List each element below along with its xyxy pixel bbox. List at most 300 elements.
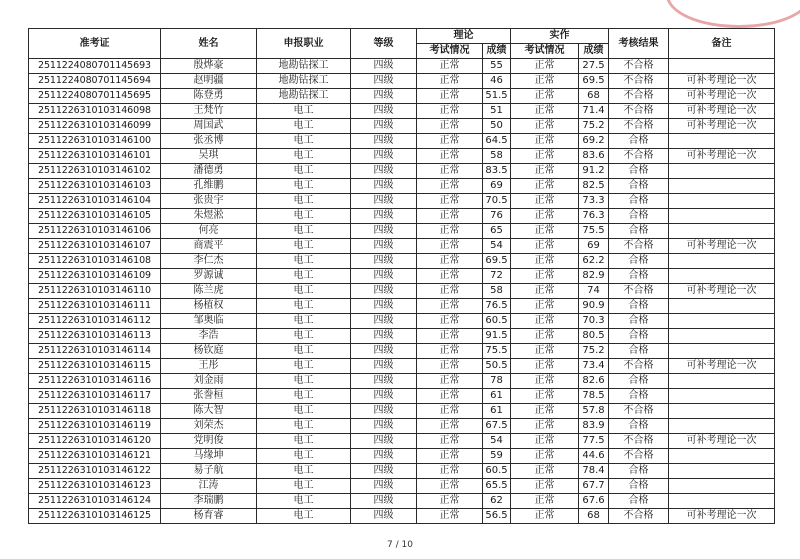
occupation-cell: 电工 [257, 299, 351, 314]
candidate-name-cell: 殷烨豪 [161, 59, 257, 74]
candidate-name-cell: 吴琪 [161, 149, 257, 164]
practice-status-cell: 正常 [511, 59, 579, 74]
practice-score-cell: 62.2 [579, 254, 609, 269]
level-cell: 四级 [351, 374, 417, 389]
result-cell: 合格 [609, 134, 669, 149]
theory-status-cell: 正常 [417, 389, 483, 404]
red-seal-stamp [666, 0, 800, 28]
theory-score-cell: 55 [483, 59, 511, 74]
occupation-cell: 电工 [257, 434, 351, 449]
occupation-cell: 地勘钻探工 [257, 74, 351, 89]
theory-score-cell: 64.5 [483, 134, 511, 149]
occupation-cell: 电工 [257, 164, 351, 179]
candidate-name-cell: 陈兰虎 [161, 284, 257, 299]
level-cell: 四级 [351, 89, 417, 104]
theory-status-cell: 正常 [417, 74, 483, 89]
remark-cell [669, 224, 775, 239]
candidate-name-cell: 王彤 [161, 359, 257, 374]
occupation-cell: 电工 [257, 119, 351, 134]
theory-status-cell: 正常 [417, 344, 483, 359]
table-row [29, 359, 775, 374]
level-cell: 四级 [351, 449, 417, 464]
candidate-name-cell: 杨钦庭 [161, 344, 257, 359]
practice-score-cell: 75.5 [579, 224, 609, 239]
occupation-cell: 电工 [257, 374, 351, 389]
candidate-name-cell: 李瑞鹏 [161, 494, 257, 509]
result-cell: 合格 [609, 314, 669, 329]
result-cell: 合格 [609, 419, 669, 434]
ticket-number-cell: 2511224080701145695 [29, 89, 161, 104]
ticket-number-cell: 2511226310103146117 [29, 389, 161, 404]
practice-status-cell: 正常 [511, 149, 579, 164]
occupation-cell: 电工 [257, 284, 351, 299]
level-cell: 四级 [351, 104, 417, 119]
practice-score-cell: 76.3 [579, 209, 609, 224]
occupation-cell: 电工 [257, 194, 351, 209]
practice-status-cell: 正常 [511, 104, 579, 119]
candidate-name-cell: 刘金雨 [161, 374, 257, 389]
occupation-cell: 电工 [257, 104, 351, 119]
practice-status-cell: 正常 [511, 359, 579, 374]
practice-score-cell: 82.5 [579, 179, 609, 194]
ticket-number-cell: 2511226310103146125 [29, 509, 161, 524]
theory-status-cell: 正常 [417, 59, 483, 74]
practice-status-cell: 正常 [511, 239, 579, 254]
candidate-name-cell: 马缘坤 [161, 449, 257, 464]
theory-score-cell: 65.5 [483, 479, 511, 494]
header-practice: 实作 [511, 29, 609, 44]
theory-score-cell: 54 [483, 434, 511, 449]
ticket-number-cell: 2511226310103146106 [29, 224, 161, 239]
practice-status-cell: 正常 [511, 374, 579, 389]
theory-status-cell: 正常 [417, 464, 483, 479]
remark-cell [669, 479, 775, 494]
theory-score-cell: 59 [483, 449, 511, 464]
theory-status-cell: 正常 [417, 239, 483, 254]
practice-score-cell: 68 [579, 509, 609, 524]
remark-cell: 可补考理论一次 [669, 104, 775, 119]
table-row [29, 419, 775, 434]
theory-status-cell: 正常 [417, 359, 483, 374]
practice-score-cell: 67.7 [579, 479, 609, 494]
result-cell: 不合格 [609, 59, 669, 74]
theory-score-cell: 61 [483, 404, 511, 419]
theory-status-cell: 正常 [417, 419, 483, 434]
remark-cell [669, 329, 775, 344]
remark-cell [669, 449, 775, 464]
theory-score-cell: 54 [483, 239, 511, 254]
result-cell: 不合格 [609, 284, 669, 299]
level-cell: 四级 [351, 164, 417, 179]
practice-score-cell: 70.3 [579, 314, 609, 329]
theory-status-cell: 正常 [417, 89, 483, 104]
theory-score-cell: 70.5 [483, 194, 511, 209]
result-cell: 不合格 [609, 449, 669, 464]
remark-cell: 可补考理论一次 [669, 359, 775, 374]
candidate-name-cell: 刘荣杰 [161, 419, 257, 434]
table-row [29, 89, 775, 104]
theory-score-cell: 51 [483, 104, 511, 119]
theory-score-cell: 50 [483, 119, 511, 134]
result-cell: 合格 [609, 254, 669, 269]
practice-status-cell: 正常 [511, 119, 579, 134]
practice-status-cell: 正常 [511, 434, 579, 449]
ticket-number-cell: 2511226310103146119 [29, 419, 161, 434]
table-row [29, 119, 775, 134]
level-cell: 四级 [351, 134, 417, 149]
theory-score-cell: 83.5 [483, 164, 511, 179]
theory-status-cell: 正常 [417, 299, 483, 314]
result-cell: 不合格 [609, 239, 669, 254]
remark-cell [669, 494, 775, 509]
result-cell: 不合格 [609, 119, 669, 134]
occupation-cell: 电工 [257, 464, 351, 479]
candidate-name-cell: 邹奥临 [161, 314, 257, 329]
practice-score-cell: 73.4 [579, 359, 609, 374]
remark-cell: 可补考理论一次 [669, 284, 775, 299]
theory-status-cell: 正常 [417, 149, 483, 164]
table-row [29, 299, 775, 314]
theory-status-cell: 正常 [417, 434, 483, 449]
result-cell: 不合格 [609, 89, 669, 104]
occupation-cell: 电工 [257, 254, 351, 269]
occupation-cell: 电工 [257, 494, 351, 509]
header-result: 考核结果 [609, 29, 669, 59]
practice-status-cell: 正常 [511, 209, 579, 224]
practice-score-cell: 78.5 [579, 389, 609, 404]
practice-score-cell: 77.5 [579, 434, 609, 449]
page-number: 7 / 10 [387, 540, 413, 550]
practice-score-cell: 57.8 [579, 404, 609, 419]
candidate-name-cell: 何亮 [161, 224, 257, 239]
theory-score-cell: 56.5 [483, 509, 511, 524]
occupation-cell: 电工 [257, 209, 351, 224]
theory-score-cell: 67.5 [483, 419, 511, 434]
practice-score-cell: 69.5 [579, 74, 609, 89]
theory-status-cell: 正常 [417, 254, 483, 269]
ticket-number-cell: 2511226310103146121 [29, 449, 161, 464]
ticket-number-cell: 2511226310103146104 [29, 194, 161, 209]
occupation-cell: 电工 [257, 314, 351, 329]
ticket-number-cell: 2511226310103146115 [29, 359, 161, 374]
candidate-name-cell: 李仁杰 [161, 254, 257, 269]
table-row [29, 179, 775, 194]
candidate-name-cell: 潘德勇 [161, 164, 257, 179]
ticket-number-cell: 2511224080701145693 [29, 59, 161, 74]
ticket-number-cell: 2511226310103146114 [29, 344, 161, 359]
level-cell: 四级 [351, 404, 417, 419]
result-cell: 合格 [609, 329, 669, 344]
result-cell: 合格 [609, 299, 669, 314]
practice-status-cell: 正常 [511, 224, 579, 239]
candidate-name-cell: 孔维鹏 [161, 179, 257, 194]
table-row [29, 239, 775, 254]
header-practice-score: 成绩 [579, 44, 609, 59]
practice-score-cell: 83.9 [579, 419, 609, 434]
result-cell: 不合格 [609, 434, 669, 449]
theory-score-cell: 76.5 [483, 299, 511, 314]
header-level: 等级 [351, 29, 417, 59]
level-cell: 四级 [351, 74, 417, 89]
level-cell: 四级 [351, 329, 417, 344]
practice-score-cell: 67.6 [579, 494, 609, 509]
remark-cell [669, 404, 775, 419]
ticket-number-cell: 2511226310103146100 [29, 134, 161, 149]
header-remark: 备注 [669, 29, 775, 59]
header-theory-score: 成绩 [483, 44, 511, 59]
occupation-cell: 电工 [257, 509, 351, 524]
table-row [29, 374, 775, 389]
level-cell: 四级 [351, 494, 417, 509]
level-cell: 四级 [351, 254, 417, 269]
header-row-top [29, 29, 775, 44]
candidate-name-cell: 李浩 [161, 329, 257, 344]
ticket-number-cell: 2511226310103146111 [29, 299, 161, 314]
remark-cell [669, 374, 775, 389]
practice-score-cell: 74 [579, 284, 609, 299]
theory-status-cell: 正常 [417, 284, 483, 299]
result-cell: 合格 [609, 209, 669, 224]
result-cell: 不合格 [609, 104, 669, 119]
candidate-name-cell: 杨育睿 [161, 509, 257, 524]
remark-cell: 可补考理论一次 [669, 239, 775, 254]
practice-status-cell: 正常 [511, 299, 579, 314]
practice-score-cell: 83.6 [579, 149, 609, 164]
occupation-cell: 电工 [257, 149, 351, 164]
candidate-name-cell: 陈大智 [161, 404, 257, 419]
occupation-cell: 电工 [257, 224, 351, 239]
result-cell: 合格 [609, 389, 669, 404]
practice-status-cell: 正常 [511, 419, 579, 434]
ticket-number-cell: 2511226310103146124 [29, 494, 161, 509]
candidate-name-cell: 周国武 [161, 119, 257, 134]
occupation-cell: 电工 [257, 389, 351, 404]
practice-status-cell: 正常 [511, 389, 579, 404]
remark-cell: 可补考理论一次 [669, 89, 775, 104]
level-cell: 四级 [351, 359, 417, 374]
table-body [29, 59, 775, 524]
theory-score-cell: 58 [483, 284, 511, 299]
practice-status-cell: 正常 [511, 89, 579, 104]
candidate-name-cell: 党明俊 [161, 434, 257, 449]
remark-cell [669, 299, 775, 314]
practice-score-cell: 80.5 [579, 329, 609, 344]
table-row [29, 59, 775, 74]
ticket-number-cell: 2511226310103146105 [29, 209, 161, 224]
occupation-cell: 地勘钻探工 [257, 89, 351, 104]
level-cell: 四级 [351, 479, 417, 494]
level-cell: 四级 [351, 59, 417, 74]
table-row [29, 224, 775, 239]
theory-status-cell: 正常 [417, 449, 483, 464]
theory-status-cell: 正常 [417, 179, 483, 194]
remark-cell: 可补考理论一次 [669, 434, 775, 449]
remark-cell [669, 389, 775, 404]
result-cell: 合格 [609, 464, 669, 479]
remark-cell [669, 59, 775, 74]
table-row [29, 314, 775, 329]
theory-score-cell: 69.5 [483, 254, 511, 269]
practice-score-cell: 78.4 [579, 464, 609, 479]
theory-score-cell: 72 [483, 269, 511, 284]
theory-status-cell: 正常 [417, 404, 483, 419]
remark-cell [669, 194, 775, 209]
table-row [29, 284, 775, 299]
remark-cell: 可补考理论一次 [669, 74, 775, 89]
remark-cell [669, 464, 775, 479]
theory-score-cell: 65 [483, 224, 511, 239]
occupation-cell: 电工 [257, 479, 351, 494]
candidate-name-cell: 朱煜淞 [161, 209, 257, 224]
candidate-name-cell: 罗源诚 [161, 269, 257, 284]
remark-cell [669, 344, 775, 359]
occupation-cell: 电工 [257, 269, 351, 284]
ticket-number-cell: 2511226310103146109 [29, 269, 161, 284]
practice-status-cell: 正常 [511, 449, 579, 464]
header-ticket: 准考证 [29, 29, 161, 59]
level-cell: 四级 [351, 344, 417, 359]
remark-cell [669, 164, 775, 179]
remark-cell: 可补考理论一次 [669, 119, 775, 134]
practice-status-cell: 正常 [511, 404, 579, 419]
theory-score-cell: 58 [483, 149, 511, 164]
practice-status-cell: 正常 [511, 164, 579, 179]
level-cell: 四级 [351, 149, 417, 164]
practice-status-cell: 正常 [511, 479, 579, 494]
practice-status-cell: 正常 [511, 179, 579, 194]
result-cell: 合格 [609, 269, 669, 284]
theory-score-cell: 69 [483, 179, 511, 194]
level-cell: 四级 [351, 419, 417, 434]
theory-status-cell: 正常 [417, 374, 483, 389]
table-row [29, 254, 775, 269]
practice-status-cell: 正常 [511, 269, 579, 284]
ticket-number-cell: 2511226310103146103 [29, 179, 161, 194]
theory-score-cell: 46 [483, 74, 511, 89]
practice-status-cell: 正常 [511, 464, 579, 479]
table-row [29, 449, 775, 464]
theory-status-cell: 正常 [417, 164, 483, 179]
level-cell: 四级 [351, 509, 417, 524]
table-row [29, 344, 775, 359]
practice-status-cell: 正常 [511, 494, 579, 509]
result-cell: 不合格 [609, 74, 669, 89]
theory-score-cell: 50.5 [483, 359, 511, 374]
level-cell: 四级 [351, 194, 417, 209]
theory-status-cell: 正常 [417, 479, 483, 494]
table-row [29, 494, 775, 509]
theory-score-cell: 78 [483, 374, 511, 389]
theory-status-cell: 正常 [417, 329, 483, 344]
theory-status-cell: 正常 [417, 209, 483, 224]
table-row [29, 209, 775, 224]
remark-cell [669, 419, 775, 434]
result-cell: 合格 [609, 164, 669, 179]
table-row [29, 164, 775, 179]
table-row [29, 329, 775, 344]
occupation-cell: 电工 [257, 344, 351, 359]
remark-cell: 可补考理论一次 [669, 149, 775, 164]
theory-score-cell: 76 [483, 209, 511, 224]
occupation-cell: 电工 [257, 134, 351, 149]
practice-status-cell: 正常 [511, 254, 579, 269]
occupation-cell: 电工 [257, 239, 351, 254]
result-cell: 合格 [609, 344, 669, 359]
occupation-cell: 电工 [257, 179, 351, 194]
practice-score-cell: 82.6 [579, 374, 609, 389]
theory-status-cell: 正常 [417, 509, 483, 524]
table-row [29, 389, 775, 404]
result-cell: 不合格 [609, 509, 669, 524]
practice-score-cell: 82.9 [579, 269, 609, 284]
practice-status-cell: 正常 [511, 344, 579, 359]
candidate-name-cell: 杨植权 [161, 299, 257, 314]
practice-status-cell: 正常 [511, 329, 579, 344]
occupation-cell: 电工 [257, 449, 351, 464]
theory-status-cell: 正常 [417, 119, 483, 134]
table-row [29, 509, 775, 524]
practice-score-cell: 69 [579, 239, 609, 254]
ticket-number-cell: 2511226310103146108 [29, 254, 161, 269]
ticket-number-cell: 2511226310103146116 [29, 374, 161, 389]
candidate-name-cell: 赵明疆 [161, 74, 257, 89]
ticket-number-cell: 2511226310103146099 [29, 119, 161, 134]
candidate-name-cell: 江涛 [161, 479, 257, 494]
theory-score-cell: 60.5 [483, 314, 511, 329]
ticket-number-cell: 2511226310103146122 [29, 464, 161, 479]
table-row [29, 434, 775, 449]
remark-cell: 可补考理论一次 [669, 509, 775, 524]
level-cell: 四级 [351, 299, 417, 314]
practice-score-cell: 71.4 [579, 104, 609, 119]
theory-score-cell: 61 [483, 389, 511, 404]
candidate-name-cell: 王梵竹 [161, 104, 257, 119]
remark-cell [669, 134, 775, 149]
ticket-number-cell: 2511226310103146123 [29, 479, 161, 494]
exam-results-table [28, 28, 775, 524]
ticket-number-cell: 2511226310103146118 [29, 404, 161, 419]
table-row [29, 74, 775, 89]
practice-score-cell: 75.2 [579, 119, 609, 134]
table-row [29, 479, 775, 494]
ticket-number-cell: 2511226310103146102 [29, 164, 161, 179]
level-cell: 四级 [351, 179, 417, 194]
result-cell: 合格 [609, 179, 669, 194]
result-cell: 合格 [609, 194, 669, 209]
table-row [29, 149, 775, 164]
practice-score-cell: 90.9 [579, 299, 609, 314]
practice-score-cell: 68 [579, 89, 609, 104]
candidate-name-cell: 商震平 [161, 239, 257, 254]
theory-score-cell: 51.5 [483, 89, 511, 104]
practice-score-cell: 75.2 [579, 344, 609, 359]
result-cell: 不合格 [609, 404, 669, 419]
candidate-name-cell: 张贵宇 [161, 194, 257, 209]
practice-status-cell: 正常 [511, 314, 579, 329]
theory-score-cell: 62 [483, 494, 511, 509]
remark-cell [669, 209, 775, 224]
ticket-number-cell: 2511226310103146120 [29, 434, 161, 449]
practice-status-cell: 正常 [511, 284, 579, 299]
practice-score-cell: 69.2 [579, 134, 609, 149]
result-cell: 合格 [609, 494, 669, 509]
result-cell: 不合格 [609, 359, 669, 374]
theory-score-cell: 75.5 [483, 344, 511, 359]
occupation-cell: 电工 [257, 329, 351, 344]
ticket-number-cell: 2511226310103146112 [29, 314, 161, 329]
theory-status-cell: 正常 [417, 314, 483, 329]
theory-status-cell: 正常 [417, 134, 483, 149]
